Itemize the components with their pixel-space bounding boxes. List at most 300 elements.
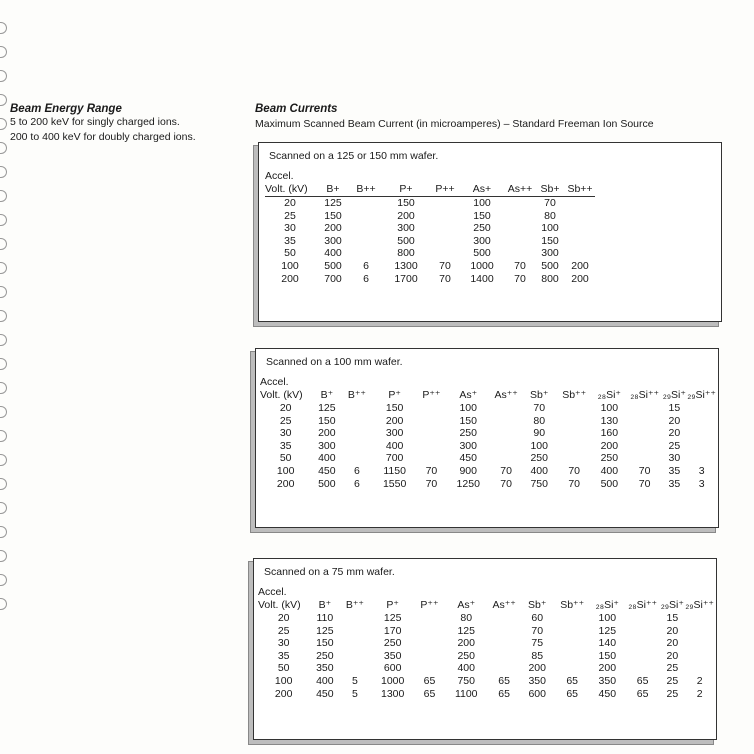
current-cell: 85	[531, 649, 544, 662]
current-cell: 250	[600, 452, 619, 465]
current-cell	[687, 402, 716, 415]
table-row	[260, 478, 716, 491]
current-cell	[556, 662, 589, 675]
current-cell: 150	[541, 234, 559, 247]
current-cell	[489, 637, 519, 650]
current-cell: 65	[423, 674, 436, 687]
current-cell: 1700	[394, 272, 418, 285]
current-cell	[491, 452, 521, 465]
panel-title: Scanned on a 125 or 150 mm wafer.	[269, 150, 439, 162]
table-panel-100mm	[255, 348, 719, 528]
current-cell	[558, 427, 591, 440]
current-cell: 1300	[394, 259, 418, 272]
column-header: As+	[459, 183, 505, 197]
voltage-cell: 35	[279, 439, 292, 452]
current-cell: 350	[598, 674, 617, 687]
column-header: Sb⁺⁺	[560, 599, 585, 611]
current-cell: 6	[353, 464, 360, 477]
current-cell	[416, 650, 443, 663]
column-header: B⁺⁺	[347, 389, 366, 401]
current-cell	[685, 637, 714, 650]
column-header: ₂₉Si⁺	[660, 599, 684, 611]
current-cell: 200	[324, 222, 342, 235]
current-cell: 100	[541, 222, 559, 235]
voltage-cell: 200	[276, 477, 295, 490]
beam-currents-heading: Beam Currents	[255, 103, 338, 115]
current-cell: 70	[425, 477, 438, 490]
current-cell	[685, 612, 714, 625]
voltage-cell: 100	[274, 674, 293, 687]
column-header: Sb+	[535, 183, 565, 197]
current-cell	[628, 440, 662, 453]
column-header: P⁺⁺	[422, 389, 441, 401]
current-cell: 25	[668, 439, 681, 452]
current-cell	[416, 662, 443, 675]
column-header: Sb++	[565, 183, 595, 197]
current-cell	[626, 650, 660, 663]
current-cell: 6	[353, 477, 360, 490]
table-row	[258, 662, 714, 675]
beam-energy-heading: Beam Energy Range	[10, 103, 122, 115]
column-header: Sb⁺	[528, 599, 547, 611]
current-cell	[342, 402, 371, 415]
current-cell	[489, 650, 519, 663]
current-cell: 450	[318, 464, 336, 477]
current-cell: 200	[528, 662, 546, 675]
column-header: As++	[505, 183, 535, 197]
current-cell	[628, 415, 662, 428]
current-cell: 70	[425, 464, 438, 477]
current-cell: 5	[352, 674, 358, 687]
current-cell: 70	[533, 402, 546, 414]
column-header: B⁺⁺	[345, 599, 364, 611]
column-header: ₂₈Si⁺	[595, 599, 619, 611]
current-cell: 200	[598, 662, 617, 675]
current-cell: 200	[457, 637, 475, 650]
current-cell: 350	[528, 674, 546, 687]
current-cell	[491, 402, 521, 415]
beam-current-table	[258, 586, 714, 700]
current-cell: 2	[696, 674, 703, 687]
current-cell: 250	[473, 222, 491, 235]
current-cell	[687, 452, 716, 465]
current-cell: 250	[383, 637, 402, 650]
table-row	[260, 440, 716, 453]
current-cell: 125	[598, 624, 617, 637]
column-header: P⁺	[388, 389, 401, 401]
current-cell: 35	[668, 477, 681, 490]
current-cell	[556, 650, 589, 663]
current-cell: 700	[385, 452, 404, 465]
accel-label: Accel.	[260, 376, 289, 388]
current-cell: 20	[666, 637, 679, 650]
table-row	[265, 197, 595, 210]
current-cell: 150	[598, 649, 617, 662]
current-cell: 1550	[382, 477, 407, 490]
current-cell	[340, 612, 369, 625]
current-cell: 300	[459, 439, 477, 452]
table-row	[260, 465, 716, 478]
current-cell	[351, 247, 381, 260]
current-cell: 15	[668, 402, 681, 414]
voltage-cell: 35	[277, 649, 290, 662]
current-cell: 200	[571, 259, 589, 272]
current-cell: 170	[383, 624, 402, 637]
voltage-cell: 35	[284, 234, 296, 247]
table-row	[260, 427, 716, 440]
current-cell	[431, 210, 459, 223]
voltage-cell: 50	[277, 662, 290, 675]
current-cell: 150	[324, 209, 342, 222]
current-cell: 15	[666, 612, 679, 624]
current-cell: 500	[324, 259, 342, 272]
current-cell: 3	[698, 464, 705, 477]
current-cell	[342, 415, 371, 428]
voltage-cell: 50	[279, 452, 292, 465]
current-cell: 70	[439, 259, 451, 272]
current-cell: 80	[460, 612, 473, 624]
current-cell: 30	[668, 452, 681, 465]
current-cell: 400	[324, 247, 342, 260]
current-cell: 1400	[470, 272, 494, 285]
column-header: ₂₉Si⁺⁺	[687, 389, 716, 401]
table-row	[265, 235, 595, 248]
current-cell: 125	[318, 402, 336, 414]
current-cell: 70	[544, 197, 556, 209]
current-cell: 100	[600, 402, 619, 414]
current-cell	[565, 235, 595, 248]
voltage-cell: 25	[284, 209, 296, 222]
table-row	[258, 637, 714, 650]
current-cell	[351, 222, 381, 235]
current-cell	[558, 415, 591, 428]
current-cell: 700	[324, 272, 342, 285]
current-cell: 100	[459, 402, 477, 414]
current-cell: 2	[696, 687, 703, 700]
voltage-cell: 30	[279, 427, 292, 440]
current-cell	[626, 625, 660, 638]
current-cell	[505, 247, 535, 260]
current-cell: 25	[666, 662, 679, 675]
current-cell	[626, 612, 660, 625]
current-cell: 70	[638, 477, 651, 490]
current-cell	[491, 440, 521, 453]
current-cell: 65	[498, 687, 510, 700]
current-cell	[687, 415, 716, 428]
table-row	[265, 260, 595, 273]
column-header: ₂₈Si⁺	[597, 389, 621, 401]
current-cell: 125	[316, 624, 334, 637]
current-cell: 400	[530, 464, 548, 477]
current-cell	[556, 637, 589, 650]
current-cell: 65	[498, 674, 510, 687]
current-cell: 20	[668, 427, 681, 440]
current-cell	[558, 440, 591, 453]
column-header: B+	[315, 183, 351, 197]
current-cell	[685, 625, 714, 638]
current-cell: 400	[316, 674, 334, 687]
current-cell: 300	[473, 234, 491, 247]
panel-title: Scanned on a 75 mm wafer.	[264, 566, 395, 578]
current-cell: 750	[530, 477, 548, 490]
current-cell	[418, 452, 445, 465]
current-cell	[505, 235, 535, 248]
current-cell: 6	[363, 272, 369, 285]
current-cell: 60	[531, 612, 544, 624]
panel-title: Scanned on a 100 mm wafer.	[266, 356, 403, 368]
current-cell: 1150	[383, 464, 406, 477]
voltage-cell: 20	[284, 197, 296, 209]
current-cell	[351, 197, 381, 210]
current-cell	[556, 625, 589, 638]
column-header: ₂₉Si⁺	[662, 389, 686, 401]
current-cell: 800	[541, 272, 559, 285]
column-header: As⁺	[459, 389, 478, 401]
current-cell: 500	[397, 234, 415, 247]
table-row	[265, 222, 595, 235]
column-header: As⁺⁺	[492, 599, 516, 611]
current-cell: 5	[352, 687, 358, 700]
current-cell: 500	[473, 247, 491, 260]
energy-line-1: 5 to 200 keV for singly charged ions.	[10, 116, 180, 128]
current-cell: 150	[385, 402, 404, 414]
current-cell	[558, 452, 591, 465]
current-cell: 150	[316, 637, 334, 650]
current-cell: 100	[473, 197, 491, 209]
current-cell: 150	[473, 209, 491, 222]
current-cell: 500	[318, 477, 336, 490]
column-header: ₂₉Si⁺⁺	[685, 599, 714, 611]
current-cell: 200	[571, 272, 589, 285]
voltage-cell: 30	[284, 222, 296, 235]
current-cell	[431, 197, 459, 210]
column-header: B++	[351, 183, 381, 197]
current-cell	[416, 625, 443, 638]
current-cell: 70	[439, 272, 451, 285]
current-cell	[628, 402, 662, 415]
current-cell	[685, 662, 714, 675]
column-header: P++	[431, 183, 459, 197]
table-row	[260, 402, 716, 415]
column-header: ₂₈Si⁺⁺	[628, 599, 658, 611]
current-cell: 400	[318, 452, 336, 465]
current-cell: 400	[385, 439, 404, 452]
current-cell: 350	[316, 662, 334, 675]
current-cell: 450	[316, 687, 334, 700]
current-cell: 250	[457, 649, 475, 662]
table-row	[258, 625, 714, 638]
current-cell: 200	[397, 209, 415, 222]
current-cell: 200	[600, 439, 619, 452]
current-cell: 35	[668, 464, 681, 477]
current-cell: 300	[397, 222, 415, 235]
current-cell	[565, 222, 595, 235]
current-cell	[351, 235, 381, 248]
current-cell	[418, 427, 445, 440]
current-cell: 25	[666, 674, 679, 687]
beam-currents-section	[255, 103, 725, 130]
current-cell: 250	[530, 452, 548, 465]
column-header: As⁺⁺	[494, 389, 518, 401]
current-cell: 70	[568, 477, 581, 490]
current-cell: 80	[533, 414, 546, 427]
current-cell: 100	[598, 612, 617, 624]
current-cell	[418, 440, 445, 453]
current-cell: 70	[638, 464, 651, 477]
voltage-cell: 100	[281, 259, 299, 272]
current-cell: 100	[530, 439, 548, 452]
current-cell	[431, 222, 459, 235]
current-cell: 65	[423, 687, 436, 700]
current-cell	[491, 415, 521, 428]
current-cell: 140	[598, 637, 617, 650]
current-cell: 150	[397, 197, 415, 209]
column-header: B⁺	[320, 389, 334, 401]
current-cell: 600	[528, 687, 546, 700]
beam-current-table	[260, 376, 716, 490]
current-cell: 500	[541, 259, 559, 272]
current-cell: 400	[457, 662, 475, 675]
current-cell: 350	[383, 649, 402, 662]
current-cell: 450	[598, 687, 617, 700]
current-cell	[489, 625, 519, 638]
current-cell: 150	[459, 414, 477, 427]
current-cell: 300	[541, 247, 559, 260]
energy-line-2: 200 to 400 keV for doubly charged ions.	[10, 131, 196, 143]
current-cell: 300	[318, 439, 336, 452]
table-row	[265, 247, 595, 260]
current-cell: 65	[566, 687, 579, 700]
column-header: Sb⁺⁺	[562, 389, 587, 401]
current-cell: 200	[318, 427, 336, 440]
current-cell	[491, 427, 521, 440]
accel-label: Accel.	[265, 170, 294, 182]
binder-holes	[0, 22, 10, 402]
beam-energy-section	[10, 103, 230, 145]
current-cell: 70	[514, 272, 526, 285]
current-cell: 6	[363, 259, 369, 272]
current-cell: 500	[600, 477, 619, 490]
current-cell	[416, 612, 443, 625]
table-row	[260, 452, 716, 465]
beam-currents-subtitle: Maximum Scanned Beam Current (in microamperes) – Standard Freeman Ion Source	[255, 118, 654, 130]
current-cell	[431, 247, 459, 260]
current-cell: 300	[385, 427, 404, 440]
current-cell: 800	[397, 247, 415, 260]
column-header: B⁺	[318, 599, 332, 611]
current-cell	[418, 415, 445, 428]
current-cell	[418, 402, 445, 415]
voltage-cell: 25	[279, 414, 292, 427]
current-cell	[505, 197, 535, 210]
column-header: P+	[381, 183, 431, 197]
table-row	[260, 415, 716, 428]
volt-label: Volt. (kV)	[260, 389, 303, 401]
current-cell	[565, 247, 595, 260]
current-cell: 70	[500, 464, 512, 477]
column-header: P⁺⁺	[420, 599, 439, 611]
accel-label: Accel.	[258, 586, 287, 598]
current-cell: 900	[459, 464, 477, 477]
current-cell: 1100	[454, 687, 478, 700]
current-cell: 90	[533, 427, 546, 440]
current-cell: 70	[568, 464, 581, 477]
current-cell: 1300	[380, 687, 405, 700]
voltage-cell: 25	[277, 624, 290, 637]
current-cell	[351, 210, 381, 223]
table-panel-75mm	[253, 558, 717, 740]
current-cell: 250	[316, 649, 334, 662]
current-cell: 3	[698, 477, 705, 490]
current-cell: 200	[385, 414, 404, 427]
volt-label: Volt. (kV)	[265, 183, 315, 197]
current-cell	[416, 637, 443, 650]
current-cell	[505, 222, 535, 235]
column-header: P⁺	[386, 599, 399, 611]
current-cell	[687, 440, 716, 453]
current-cell	[565, 210, 595, 223]
current-cell: 70	[500, 477, 512, 490]
current-cell	[565, 197, 595, 210]
current-cell: 20	[668, 414, 681, 427]
table-row	[258, 650, 714, 663]
current-cell	[431, 235, 459, 248]
current-cell	[342, 427, 371, 440]
current-cell: 125	[383, 612, 402, 624]
voltage-cell: 200	[274, 687, 293, 700]
column-header: ₂₈Si⁺⁺	[630, 389, 660, 401]
current-cell	[626, 637, 660, 650]
current-cell: 125	[457, 624, 475, 637]
table-panel-125-150mm	[258, 142, 722, 322]
current-cell: 450	[459, 452, 477, 465]
current-cell	[340, 662, 369, 675]
current-cell: 75	[531, 637, 544, 650]
beam-current-table	[265, 170, 595, 285]
voltage-cell: 50	[284, 247, 296, 260]
volt-label: Volt. (kV)	[258, 599, 301, 611]
current-cell: 65	[636, 687, 649, 700]
current-cell: 600	[383, 662, 402, 675]
voltage-cell: 20	[279, 402, 292, 414]
current-cell	[340, 637, 369, 650]
current-cell	[687, 427, 716, 440]
current-cell: 400	[600, 464, 619, 477]
current-cell: 250	[459, 427, 477, 440]
current-cell: 1000	[380, 674, 405, 687]
current-cell: 25	[666, 687, 679, 700]
column-header: Sb⁺	[530, 389, 549, 401]
current-cell: 160	[600, 427, 619, 440]
current-cell	[505, 210, 535, 223]
voltage-cell: 100	[276, 464, 295, 477]
current-cell	[628, 427, 662, 440]
table-row	[265, 273, 595, 286]
current-cell: 125	[324, 197, 342, 209]
current-cell	[342, 440, 371, 453]
current-cell: 20	[666, 624, 679, 637]
current-cell	[489, 612, 519, 625]
table-row	[258, 688, 714, 701]
voltage-cell: 30	[277, 637, 290, 650]
current-cell	[489, 662, 519, 675]
current-cell	[556, 612, 589, 625]
current-cell: 70	[531, 624, 544, 637]
table-row	[265, 210, 595, 223]
current-cell: 1000	[470, 259, 494, 272]
current-cell: 20	[666, 649, 679, 662]
voltage-cell: 20	[277, 612, 290, 624]
